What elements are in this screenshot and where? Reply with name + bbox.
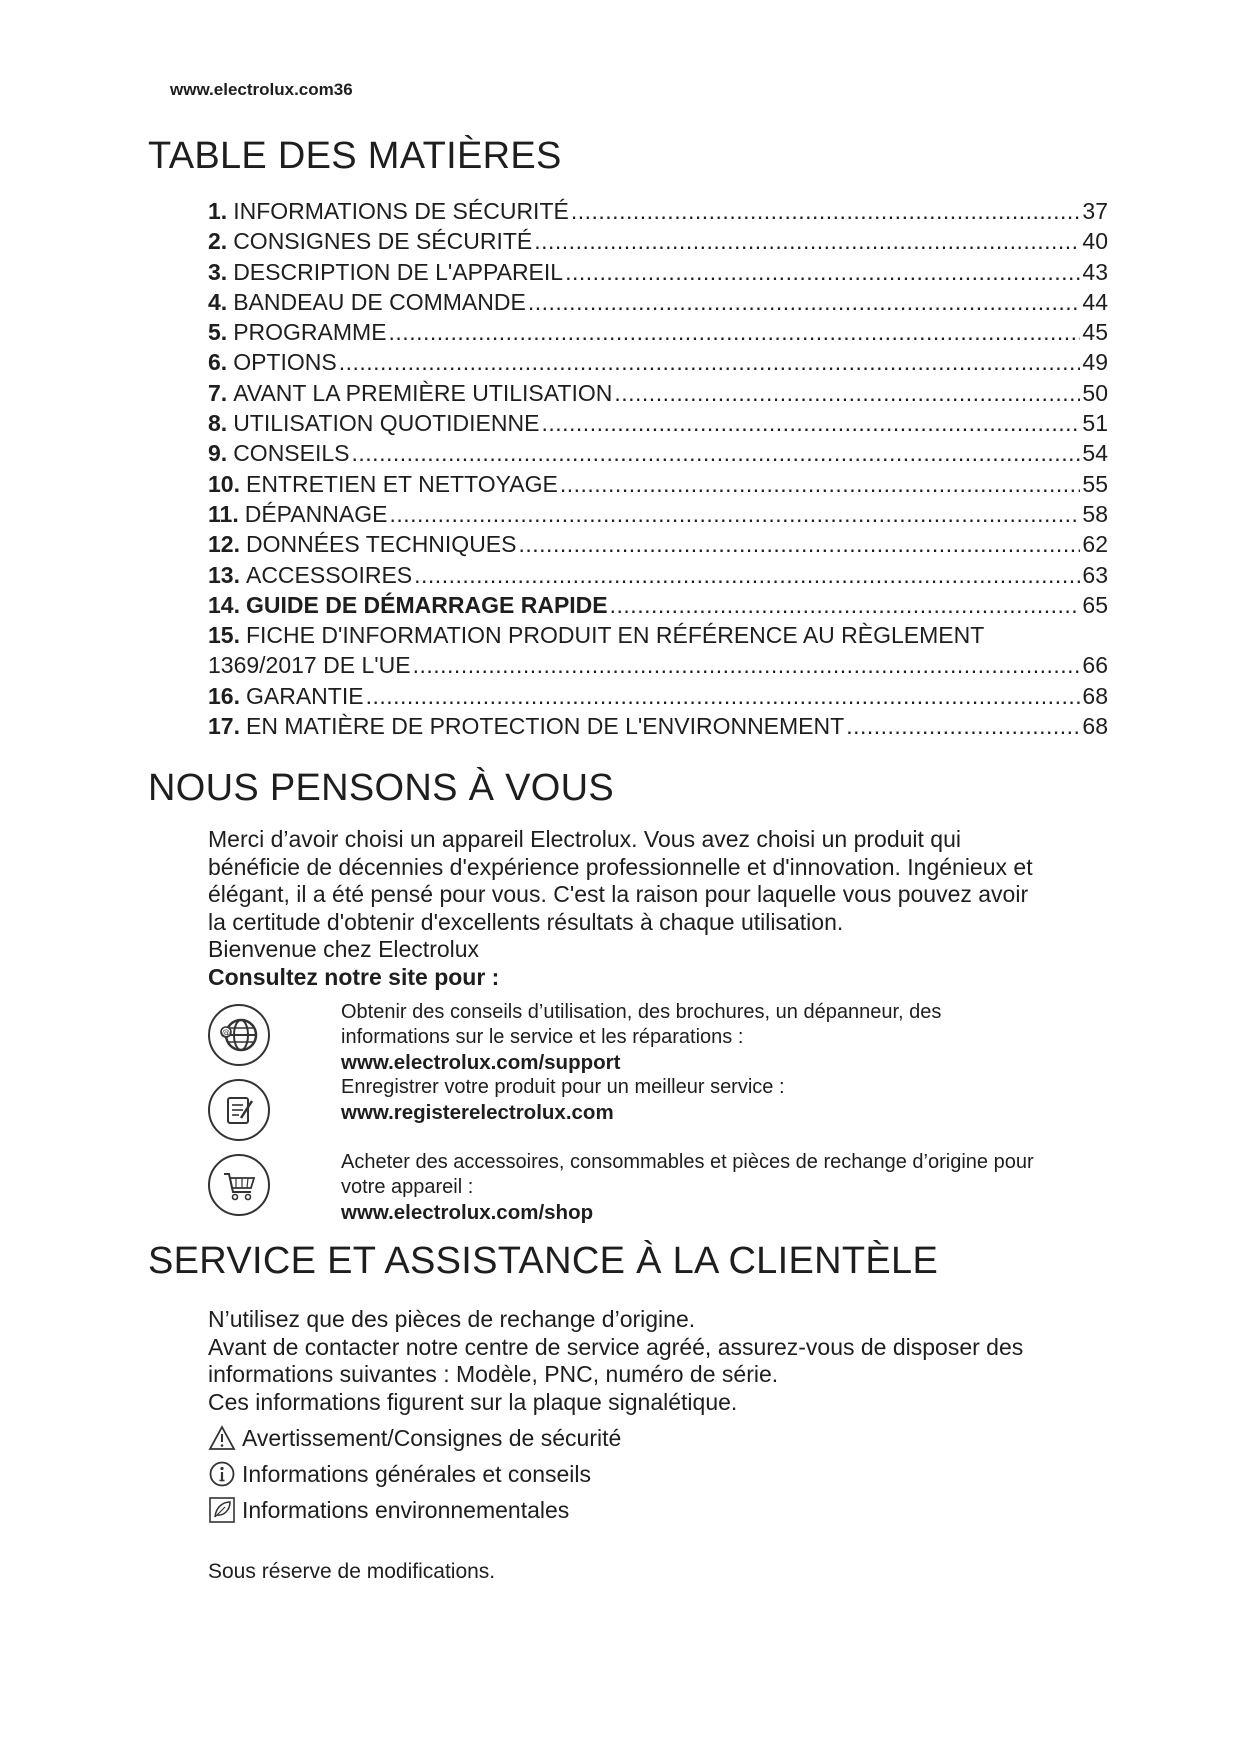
toc-title-text: 1369/2017 DE L'UE xyxy=(208,652,411,679)
service-paragraph xyxy=(208,1306,1108,1416)
toc-leader xyxy=(339,347,1081,377)
shop-link[interactable]: www.electrolux.com/shop xyxy=(341,1201,594,1224)
toc-title-text: ACCESSOIRES xyxy=(245,561,413,588)
toc-entry-16[interactable] xyxy=(208,681,1108,711)
toc-leader xyxy=(413,650,1081,680)
toc-num: 8. xyxy=(208,410,228,437)
paragraph-line: Merci d’avoir choisi un appareil Electrolux. Vous avez choisi un produit qui xyxy=(208,826,962,852)
toc-entry-9[interactable] xyxy=(208,438,1108,468)
toc-page: 63 xyxy=(1082,561,1108,588)
toc-title-text: CONSEILS xyxy=(233,440,350,467)
toc-page: 45 xyxy=(1082,319,1108,346)
toc-entry-6[interactable] xyxy=(208,347,1108,377)
toc-page: 54 xyxy=(1082,440,1108,467)
toc-leader xyxy=(846,711,1080,741)
toc-page: 49 xyxy=(1082,349,1108,376)
toc-page: 62 xyxy=(1082,531,1108,558)
toc-title-text: DESCRIPTION DE L'APPAREIL xyxy=(233,258,564,285)
legend-warning xyxy=(208,1420,621,1456)
cart-icon xyxy=(208,1154,270,1216)
toc-entry-8[interactable] xyxy=(208,408,1108,438)
paragraph-line: bénéficie de décennies d'expérience professionnelle et d'innovation. Ingénieux et xyxy=(208,853,1033,880)
contact-text-line: Acheter des accessoires, consommables et pièces de rechange d’origine pour xyxy=(341,1151,1034,1173)
toc-leader xyxy=(541,408,1080,438)
thinking-title: NOUS PENSONS À VOUS xyxy=(148,767,615,809)
toc-leader xyxy=(565,257,1080,287)
toc-num: 4. xyxy=(208,288,228,315)
paragraph-line: Avant de contacter notre centre de service agréé, assurez-vous de disposer des xyxy=(208,1333,1024,1360)
toc-page: 55 xyxy=(1082,470,1108,497)
toc-entry-4[interactable] xyxy=(208,287,1108,317)
toc-title-text: ENTRETIEN ET NETTOYAGE xyxy=(245,470,558,497)
toc-page: 37 xyxy=(1082,198,1108,224)
contact-text-line: informations sur le service et les réparations : xyxy=(341,1026,744,1048)
toc-title-text: AVANT LA PREMIÈRE UTILISATION xyxy=(233,379,613,406)
thinking-paragraph xyxy=(208,826,1108,991)
toc-entry-15-cont[interactable] xyxy=(208,650,1108,680)
toc-leader xyxy=(528,287,1081,317)
toc-leader xyxy=(519,529,1081,559)
legend-info xyxy=(208,1456,621,1492)
toc-entry-1[interactable] xyxy=(208,196,1108,226)
info-icon xyxy=(208,1460,236,1488)
toc-entry-12[interactable] xyxy=(208,529,1108,559)
toc-title-text: OPTIONS xyxy=(233,349,337,376)
toc-page: 68 xyxy=(1082,682,1108,709)
toc-title-text: PROGRAMME xyxy=(233,319,387,346)
contact-text-line: Obtenir des conseils d’utilisation, des brochures, un dépanneur, des xyxy=(341,1001,942,1023)
toc-entry-5[interactable] xyxy=(208,317,1108,347)
toc-title-text: DÉPANNAGE xyxy=(244,500,388,527)
register-icon xyxy=(208,1079,270,1141)
toc-num: 6. xyxy=(208,349,228,376)
toc-leader xyxy=(414,560,1080,590)
contact-text-line: Enregistrer votre produit pour un meilleur service : xyxy=(341,1076,785,1098)
legend-label: Informations environnementales xyxy=(242,1496,570,1523)
toc-num: 1. xyxy=(208,198,228,224)
toc-leader xyxy=(571,196,1081,226)
toc-title-text: BANDEAU DE COMMANDE xyxy=(233,288,526,315)
paragraph-line: N’utilisez que des pièces de rechange d’origine. xyxy=(208,1306,696,1332)
legend-label: Informations générales et conseils xyxy=(242,1460,592,1487)
contact-text-line: votre appareil : xyxy=(341,1176,474,1198)
toc-num: 2. xyxy=(208,228,228,255)
toc-num: 11. xyxy=(208,500,239,527)
toc-page: 50 xyxy=(1082,379,1108,406)
toc-num: 5. xyxy=(208,319,228,346)
toc-page: 51 xyxy=(1082,410,1108,437)
toc-num: 15. xyxy=(208,622,240,649)
paragraph-line: informations suivantes : Modèle, PNC, numéro de série. xyxy=(208,1361,779,1387)
globe-icon xyxy=(208,1004,270,1066)
toc-title-text: DONNÉES TECHNIQUES xyxy=(245,531,517,558)
toc-entry-2[interactable] xyxy=(208,226,1108,256)
toc-num: 13. xyxy=(208,561,240,588)
paragraph-line: la certitude d'obtenir d'excellents résultats à chaque utilisation. xyxy=(208,908,844,935)
toc-leader xyxy=(614,378,1080,408)
toc-leader xyxy=(389,499,1080,529)
toc-page: 65 xyxy=(1082,591,1108,618)
toc-entry-3[interactable] xyxy=(208,257,1108,287)
toc-title-text: EN MATIÈRE DE PROTECTION DE L'ENVIRONNEMENT xyxy=(245,713,845,740)
paragraph-line: Ces informations figurent sur la plaque signalétique. xyxy=(208,1388,738,1415)
toc-entry-15[interactable] xyxy=(208,620,1108,650)
toc-entry-14[interactable] xyxy=(208,590,1108,620)
toc-entry-11[interactable] xyxy=(208,499,1108,529)
toc-title-text: UTILISATION QUOTIDIENNE xyxy=(233,410,540,437)
toc-page: 58 xyxy=(1082,500,1108,527)
toc-leader xyxy=(534,226,1080,256)
svg-text:@: @ xyxy=(222,1028,230,1037)
paragraph-line: Bienvenue chez Electrolux xyxy=(208,936,480,962)
toc-leader xyxy=(366,681,1081,711)
toc-title: TABLE DES MATIÈRES xyxy=(148,135,562,177)
warning-icon xyxy=(208,1424,236,1452)
toc-num: 9. xyxy=(208,440,228,467)
toc-entry-13[interactable] xyxy=(208,560,1108,590)
toc-page: 40 xyxy=(1082,228,1108,255)
toc-entry-17[interactable] xyxy=(208,711,1108,741)
legend-environment xyxy=(208,1492,621,1528)
toc-page: 43 xyxy=(1082,258,1108,285)
toc-title-text: GUIDE DE DÉMARRAGE RAPIDE xyxy=(245,591,608,618)
toc-leader xyxy=(352,438,1081,468)
toc-page: 68 xyxy=(1082,713,1108,740)
toc-num: 7. xyxy=(208,379,228,406)
footer-note: Sous réserve de modifications. xyxy=(208,1560,496,1583)
toc-leader xyxy=(560,469,1081,499)
toc-title-text: GARANTIE xyxy=(245,682,364,709)
toc-num: 3. xyxy=(208,258,228,285)
toc-entry-10[interactable] xyxy=(208,469,1108,499)
service-title: SERVICE ET ASSISTANCE À LA CLIENTÈLE xyxy=(148,1240,939,1282)
toc-page: 44 xyxy=(1082,288,1108,315)
toc-title-text: INFORMATIONS DE SÉCURITÉ xyxy=(233,198,569,224)
header-url: www.electrolux.com36 xyxy=(170,80,353,99)
toc-num: 12. xyxy=(208,531,240,558)
consult-heading: Consultez notre site pour : xyxy=(208,963,500,990)
toc-num: 14. xyxy=(208,591,240,618)
legend-label: Avertissement/Consignes de sécurité xyxy=(242,1424,622,1451)
toc-num: 10. xyxy=(208,470,240,497)
toc-num: 17. xyxy=(208,713,240,740)
support-link[interactable]: www.electrolux.com/support xyxy=(341,1051,621,1074)
leaf-icon xyxy=(208,1496,236,1524)
toc-title-text: CONSIGNES DE SÉCURITÉ xyxy=(233,228,533,255)
toc-num: 16. xyxy=(208,682,240,709)
register-link[interactable]: www.registerelectrolux.com xyxy=(341,1101,614,1124)
paragraph-line: élégant, il a été pensé pour vous. C'est la raison pour laquelle vous pouvez avoir xyxy=(208,881,1029,907)
toc-entry-7[interactable] xyxy=(208,378,1108,408)
toc-page: 66 xyxy=(1082,652,1108,679)
table-of-contents xyxy=(208,196,1108,741)
toc-title-text: FICHE D'INFORMATION PRODUIT EN RÉFÉRENCE AU RÈGLEMENT xyxy=(245,622,985,649)
symbol-legend xyxy=(208,1420,621,1528)
toc-leader xyxy=(610,590,1081,620)
toc-leader xyxy=(389,317,1081,347)
